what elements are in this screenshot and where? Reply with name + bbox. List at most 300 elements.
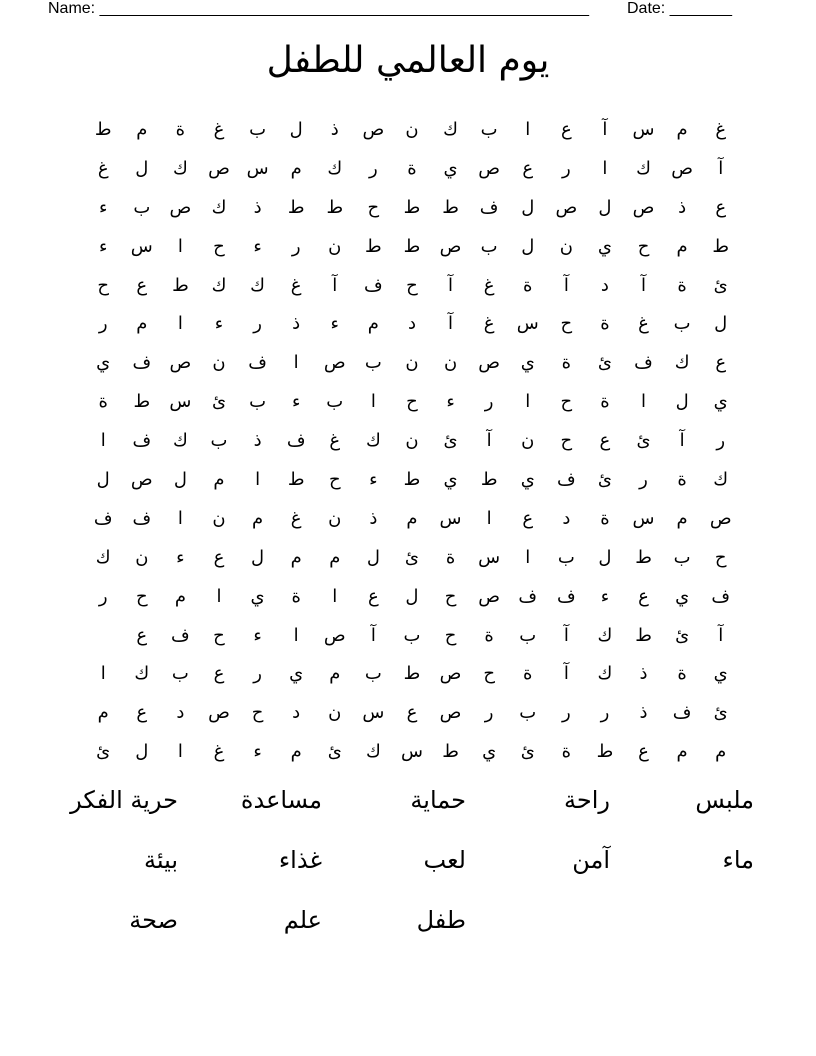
grid-cell: ئ bbox=[520, 741, 535, 763]
grid-cell: ف bbox=[171, 624, 190, 646]
grid-cell: ب bbox=[519, 702, 537, 724]
grid-cell: ل bbox=[135, 157, 149, 179]
grid-cell: ذ bbox=[369, 507, 378, 529]
grid-cell: س bbox=[130, 235, 153, 257]
grid-cell: ن bbox=[521, 430, 535, 452]
grid-cell: ء bbox=[98, 235, 108, 257]
grid-cell: ة bbox=[175, 119, 186, 140]
grid-cell: ع bbox=[367, 585, 379, 607]
word-bank-item: حماية bbox=[410, 786, 466, 814]
grid-cell: ر bbox=[639, 469, 648, 491]
grid-cell: ن bbox=[328, 235, 342, 257]
grid-cell: ي bbox=[443, 157, 458, 179]
grid-cell: ص bbox=[323, 352, 346, 374]
grid-cell: ل bbox=[598, 196, 612, 218]
word-bank-item: آمن bbox=[572, 846, 610, 874]
grid-cell: ص bbox=[478, 352, 501, 374]
grid-cell: ل bbox=[96, 469, 110, 491]
grid-cell: ء bbox=[253, 624, 262, 646]
grid-cell: ط bbox=[480, 469, 498, 491]
grid-cell: ا bbox=[100, 430, 106, 452]
grid-cell: ء bbox=[253, 235, 262, 257]
grid-cell: ئ bbox=[327, 741, 342, 763]
word-bank bbox=[40, 780, 760, 960]
grid-cell: ف bbox=[518, 585, 538, 607]
grid-cell: ع bbox=[213, 546, 225, 568]
name-label: Name: _______________________________________________________ bbox=[48, 0, 589, 17]
grid-cell: غ bbox=[213, 741, 225, 763]
letter-grid bbox=[82, 116, 740, 777]
grid-cell: ة bbox=[407, 157, 417, 179]
grid-cell: ف bbox=[286, 430, 306, 452]
grid-cell: ب bbox=[249, 391, 267, 413]
grid-cell: ص bbox=[439, 235, 462, 257]
grid-cell: ء bbox=[176, 546, 185, 568]
grid-cell: ع bbox=[406, 702, 418, 724]
grid-cell: غ bbox=[97, 157, 109, 179]
grid-cell: ئ bbox=[96, 741, 111, 763]
grid-cell: ح bbox=[560, 430, 573, 452]
grid-cell: م bbox=[406, 507, 418, 529]
grid-cell: ر bbox=[600, 702, 610, 724]
grid-cell: ف bbox=[248, 352, 267, 374]
grid-cell: آ bbox=[679, 430, 685, 452]
grid-cell: آ bbox=[332, 274, 338, 296]
grid-cell: م bbox=[676, 741, 688, 763]
grid-cell: ي bbox=[96, 352, 111, 374]
grid-cell: ء bbox=[600, 585, 610, 607]
grid-cell: ك bbox=[597, 663, 613, 685]
grid-cell: ك bbox=[597, 624, 613, 646]
grid-cell: ع bbox=[136, 702, 148, 724]
grid-cell: ط bbox=[403, 196, 421, 218]
grid-cell: م bbox=[676, 507, 688, 529]
grid-cell: ف bbox=[634, 352, 653, 374]
grid-cell: س bbox=[516, 313, 539, 335]
grid-cell: ر bbox=[253, 663, 262, 685]
grid-cell: ح bbox=[251, 702, 264, 724]
grid-cell: د bbox=[176, 702, 185, 724]
grid-cell: ط bbox=[442, 196, 459, 218]
grid-cell: ك bbox=[636, 157, 651, 179]
grid-cell: م bbox=[290, 157, 302, 179]
grid-cell: غ bbox=[638, 313, 649, 335]
grid-cell: آ bbox=[563, 663, 569, 685]
grid-cell: ي bbox=[520, 352, 535, 374]
grid-cell: م bbox=[329, 546, 341, 568]
grid-cell: ل bbox=[598, 546, 612, 568]
grid-cell: ا bbox=[100, 663, 106, 685]
grid-cell: ف bbox=[364, 274, 383, 296]
grid-cell: ا bbox=[370, 391, 376, 413]
grid-cell: ن bbox=[405, 430, 419, 452]
grid-cell: غ bbox=[213, 119, 225, 140]
grid-cell: ف bbox=[93, 507, 113, 529]
grid-cell: ك bbox=[713, 469, 729, 491]
grid-cell: آ bbox=[563, 624, 569, 646]
grid-cell: ط bbox=[403, 235, 421, 257]
grid-cell: غ bbox=[329, 430, 341, 452]
grid-cell: م bbox=[174, 585, 186, 607]
grid-cell: ر bbox=[716, 430, 726, 452]
grid-cell-empty bbox=[84, 622, 123, 661]
grid-cell: ك bbox=[172, 157, 188, 179]
grid-cell: غ bbox=[715, 119, 727, 140]
grid-cell: ب bbox=[557, 546, 575, 568]
grid-cell: س bbox=[362, 702, 385, 724]
grid-cell: ء bbox=[291, 391, 301, 413]
grid-cell: م bbox=[136, 119, 148, 140]
grid-cell: ا bbox=[293, 624, 299, 646]
grid-cell: ف bbox=[556, 469, 576, 491]
grid-cell: ر bbox=[561, 702, 571, 724]
grid-cell: ر bbox=[291, 235, 301, 257]
header bbox=[0, 0, 816, 22]
grid-cell: ك bbox=[211, 274, 227, 296]
word-bank-item: طفل bbox=[416, 906, 466, 934]
grid-cell: ئ bbox=[636, 430, 651, 452]
grid-cell: ط bbox=[403, 663, 421, 685]
grid-cell: ط bbox=[712, 235, 730, 257]
grid-cell: س bbox=[632, 507, 655, 529]
grid-cell: ب bbox=[403, 624, 421, 646]
grid-cell: ا bbox=[486, 507, 492, 529]
grid-cell: ة bbox=[523, 663, 533, 685]
grid-cell: ح bbox=[213, 624, 225, 646]
grid-cell: آ bbox=[486, 430, 492, 452]
grid-cell: ن bbox=[212, 352, 226, 374]
grid-cell: ء bbox=[98, 196, 108, 218]
grid-cell: ل bbox=[675, 391, 689, 413]
grid-cell: ك bbox=[250, 274, 265, 296]
word-bank-item: مساعدة bbox=[240, 786, 322, 814]
grid-cell: ح bbox=[444, 624, 457, 646]
grid-cell: ء bbox=[369, 469, 378, 491]
grid-cell: ر bbox=[484, 391, 494, 413]
grid-cell: س bbox=[632, 119, 655, 140]
grid-cell: ع bbox=[136, 274, 148, 296]
grid-cell: ح bbox=[406, 274, 418, 296]
grid-cell: ح bbox=[213, 235, 225, 257]
grid-cell: ص bbox=[439, 663, 462, 685]
word-bank-item: غذاء bbox=[278, 846, 322, 874]
grid-cell: ف bbox=[132, 430, 152, 452]
grid-cell: ع bbox=[715, 196, 727, 218]
grid-cell: ب bbox=[326, 391, 344, 413]
grid-cell: ب bbox=[519, 624, 537, 646]
grid-cell: ص bbox=[555, 196, 578, 218]
grid-cell: ر bbox=[98, 313, 108, 335]
grid-cell: ر bbox=[253, 313, 262, 335]
grid-cell: غ bbox=[290, 274, 302, 296]
word-bank-item: راحة bbox=[564, 786, 610, 814]
grid-cell: ص bbox=[323, 624, 346, 646]
grid-cell: ئ bbox=[597, 352, 612, 374]
grid-cell: ل bbox=[521, 235, 535, 257]
grid-cell: آ bbox=[718, 157, 724, 179]
grid-cell: د bbox=[562, 507, 571, 529]
grid-cell: ب bbox=[210, 430, 228, 452]
grid-cell: ذ bbox=[253, 430, 262, 452]
grid-cell: غ bbox=[290, 507, 302, 529]
grid-cell: م bbox=[290, 546, 302, 568]
grid-cell: ك bbox=[134, 663, 150, 685]
grid-cell: ح bbox=[406, 391, 418, 413]
grid-cell: ح bbox=[483, 663, 495, 685]
grid-cell: ع bbox=[522, 157, 534, 179]
grid-cell: ا bbox=[177, 235, 183, 257]
grid-cell: ئ bbox=[713, 274, 728, 296]
grid-cell: ة bbox=[291, 585, 301, 607]
grid-cell: ص bbox=[478, 585, 501, 607]
grid-cell: ط bbox=[442, 741, 459, 763]
grid-cell: ئ bbox=[211, 391, 227, 413]
grid-cell: ي bbox=[482, 741, 497, 763]
grid-cell: ا bbox=[177, 741, 183, 763]
grid-cell: م bbox=[676, 235, 688, 257]
grid-cell: ص bbox=[208, 157, 230, 179]
grid-cell: ص bbox=[208, 702, 230, 724]
grid-cell: ي bbox=[520, 469, 535, 491]
grid-cell: ذ bbox=[639, 663, 648, 685]
grid-cell: ط bbox=[635, 624, 652, 646]
grid-cell: ط bbox=[635, 546, 652, 568]
grid-cell: م bbox=[715, 741, 727, 763]
grid-cell: ص bbox=[439, 702, 462, 724]
grid-cell: ب bbox=[673, 313, 691, 335]
grid-cell: ل bbox=[714, 313, 728, 335]
grid-cell: ص bbox=[169, 352, 192, 374]
grid-cell: س bbox=[439, 507, 462, 529]
grid-cell: ص bbox=[632, 196, 655, 218]
grid-cell: ع bbox=[638, 585, 649, 607]
word-bank-item: حرية الفكر bbox=[70, 786, 178, 814]
grid-cell: ا bbox=[602, 157, 608, 179]
grid-cell: ب bbox=[133, 196, 151, 218]
grid-cell: ل bbox=[289, 119, 303, 140]
grid-cell: ط bbox=[596, 741, 614, 763]
grid-cell: ك bbox=[95, 546, 111, 568]
grid-cell: ر bbox=[561, 157, 571, 179]
grid-cell: ك bbox=[443, 119, 458, 140]
grid-cell: ح bbox=[135, 585, 148, 607]
grid-cell: د bbox=[600, 274, 609, 296]
grid-cell: ن bbox=[135, 546, 149, 568]
grid-cell: ل bbox=[251, 546, 265, 568]
grid-cell: ة bbox=[600, 391, 610, 413]
grid-cell: ط bbox=[172, 274, 189, 296]
grid-cell: ص bbox=[671, 157, 693, 179]
grid-cell: ء bbox=[253, 741, 262, 763]
grid-cell: ف bbox=[672, 702, 692, 724]
grid-cell: ف bbox=[556, 585, 576, 607]
grid-cell: غ bbox=[483, 313, 495, 335]
grid-cell: ء bbox=[214, 313, 224, 335]
grid-cell: ي bbox=[675, 585, 690, 607]
grid-cell: ب bbox=[249, 119, 267, 140]
grid-cell: ا bbox=[525, 391, 531, 413]
grid-cell: ل bbox=[135, 741, 149, 763]
grid-cell: ع bbox=[560, 119, 572, 140]
date-label: Date: _______ bbox=[627, 0, 732, 17]
grid-cell: ر bbox=[369, 157, 378, 179]
grid-cell: ي bbox=[250, 585, 265, 607]
grid-cell: ا bbox=[332, 585, 338, 607]
grid-cell: ل bbox=[521, 196, 535, 218]
grid-cell: ي bbox=[443, 469, 458, 491]
grid-cell: ع bbox=[715, 352, 727, 374]
grid-cell: ط bbox=[365, 235, 382, 257]
grid-cell: آ bbox=[563, 274, 569, 296]
grid-cell: ئ bbox=[675, 624, 690, 646]
grid-cell: ح bbox=[637, 235, 650, 257]
grid-cell: س bbox=[478, 546, 501, 568]
grid-cell: ة bbox=[98, 391, 108, 413]
grid-cell: ك bbox=[211, 196, 227, 218]
grid-cell: ح bbox=[328, 469, 341, 491]
grid-cell: ذ bbox=[253, 196, 262, 218]
word-bank-empty bbox=[616, 900, 760, 960]
grid-cell: ف bbox=[479, 196, 499, 218]
grid-cell: ء bbox=[446, 391, 455, 413]
grid-cell: ن bbox=[328, 702, 342, 724]
grid-cell: ي bbox=[713, 663, 728, 685]
grid-cell: ح bbox=[367, 196, 380, 218]
grid-cell: ك bbox=[172, 430, 188, 452]
word-bank-item: صحة bbox=[129, 906, 178, 934]
grid-cell: ك bbox=[365, 741, 381, 763]
grid-cell: آ bbox=[718, 624, 724, 646]
grid-cell: ك bbox=[327, 157, 343, 179]
grid-cell: ص bbox=[362, 119, 385, 140]
grid-cell: ب bbox=[364, 352, 382, 374]
grid-cell: ي bbox=[289, 663, 304, 685]
grid-cell: ن bbox=[212, 507, 226, 529]
grid-cell: ع bbox=[213, 663, 225, 685]
grid-cell: آ bbox=[448, 274, 454, 296]
grid-cell: ص bbox=[709, 507, 732, 529]
grid-cell: ف bbox=[132, 507, 152, 529]
grid-cell: ط bbox=[287, 196, 305, 218]
grid-cell: آ bbox=[448, 313, 454, 335]
grid-cell: ب bbox=[364, 663, 382, 685]
grid-cell: ئ bbox=[404, 546, 419, 568]
grid-cell: ة bbox=[677, 469, 687, 491]
grid-cell: ط bbox=[403, 469, 421, 491]
grid-cell: ة bbox=[523, 274, 533, 296]
grid-cell: م bbox=[329, 663, 341, 685]
grid-cell: ي bbox=[597, 235, 612, 257]
grid-cell: ا bbox=[525, 119, 531, 140]
grid-cell: ك bbox=[365, 430, 381, 452]
grid-cell: ح bbox=[560, 391, 573, 413]
grid-cell: ة bbox=[561, 352, 572, 374]
grid-cell: ء bbox=[330, 313, 339, 335]
grid-cell: ع bbox=[599, 430, 611, 452]
grid-cell: ح bbox=[97, 274, 110, 296]
grid-cell: آ bbox=[641, 274, 647, 296]
grid-cell: ا bbox=[177, 313, 183, 335]
grid-cell: ة bbox=[677, 663, 687, 685]
grid-cell: ط bbox=[133, 391, 151, 413]
grid-cell: ك bbox=[674, 352, 690, 374]
grid-cell: د bbox=[292, 702, 301, 724]
grid-cell: ا bbox=[177, 507, 183, 529]
grid-cell: ط bbox=[94, 119, 112, 140]
grid-cell: ف bbox=[132, 352, 152, 374]
grid-cell: ب bbox=[673, 546, 691, 568]
page-title: يوم العالمي للطفل bbox=[266, 40, 550, 81]
grid-cell: ئ bbox=[713, 702, 728, 724]
grid-cell: ة bbox=[600, 507, 610, 529]
grid-cell: ح bbox=[560, 313, 573, 335]
grid-cell: ة bbox=[677, 274, 687, 296]
grid-cell: س bbox=[400, 741, 423, 763]
grid-cell: ذ bbox=[330, 119, 339, 140]
grid-cell: ط bbox=[326, 196, 344, 218]
grid-cell: ئ bbox=[597, 469, 612, 491]
grid-cell: ة bbox=[484, 624, 494, 646]
word-bank-item: ماء bbox=[722, 846, 754, 874]
grid-cell: م bbox=[290, 741, 302, 763]
grid-cell: ل bbox=[173, 469, 187, 491]
grid-cell: م bbox=[213, 469, 225, 491]
grid-cell: ا bbox=[293, 352, 299, 374]
grid-cell: م bbox=[136, 313, 148, 335]
grid-cell: ن bbox=[405, 352, 419, 374]
grid-cell: ب bbox=[480, 119, 498, 140]
word-bank-item: ملبس bbox=[695, 786, 754, 814]
grid-cell: س bbox=[169, 391, 192, 413]
grid-cell: م bbox=[97, 702, 109, 724]
grid-cell: ة bbox=[561, 741, 572, 763]
grid-cell: ب bbox=[480, 235, 498, 257]
grid-cell: ا bbox=[525, 546, 531, 568]
grid-cell: ن bbox=[443, 352, 458, 374]
grid-cell: س bbox=[246, 157, 269, 179]
grid-cell: ة bbox=[600, 313, 610, 335]
grid-cell: آ bbox=[370, 624, 376, 646]
grid-cell: آ bbox=[602, 119, 608, 140]
grid-cell: ي bbox=[713, 391, 728, 413]
grid-cell: ص bbox=[169, 196, 192, 218]
grid-cell: ع bbox=[638, 741, 649, 763]
grid-cell: ن bbox=[559, 235, 573, 257]
grid-cell: م bbox=[367, 313, 379, 335]
grid-cell: ب bbox=[171, 663, 189, 685]
grid-cell: ل bbox=[366, 546, 380, 568]
grid-cell: ئ bbox=[443, 430, 458, 452]
grid-cell: م bbox=[252, 507, 264, 529]
grid-cell: ص bbox=[130, 469, 153, 491]
grid-cell: ا bbox=[255, 469, 261, 491]
grid-cell: ا bbox=[641, 391, 647, 413]
grid-cell: ل bbox=[405, 585, 419, 607]
word-bank-item: بيئة bbox=[143, 846, 178, 874]
grid-cell: ذ bbox=[639, 702, 648, 724]
grid-cell: ر bbox=[98, 585, 108, 607]
grid-cell: ف bbox=[711, 585, 731, 607]
grid-cell: ة bbox=[445, 546, 456, 568]
grid-cell: ط bbox=[287, 469, 305, 491]
word-bank-item: لعب bbox=[423, 846, 466, 874]
grid-cell: ن bbox=[405, 119, 419, 140]
grid-cell: ح bbox=[714, 546, 727, 568]
word-bank-empty bbox=[472, 900, 616, 960]
grid-cell: ع bbox=[136, 624, 148, 646]
grid-cell: ع bbox=[522, 507, 534, 529]
grid-cell: ذ bbox=[678, 196, 687, 218]
